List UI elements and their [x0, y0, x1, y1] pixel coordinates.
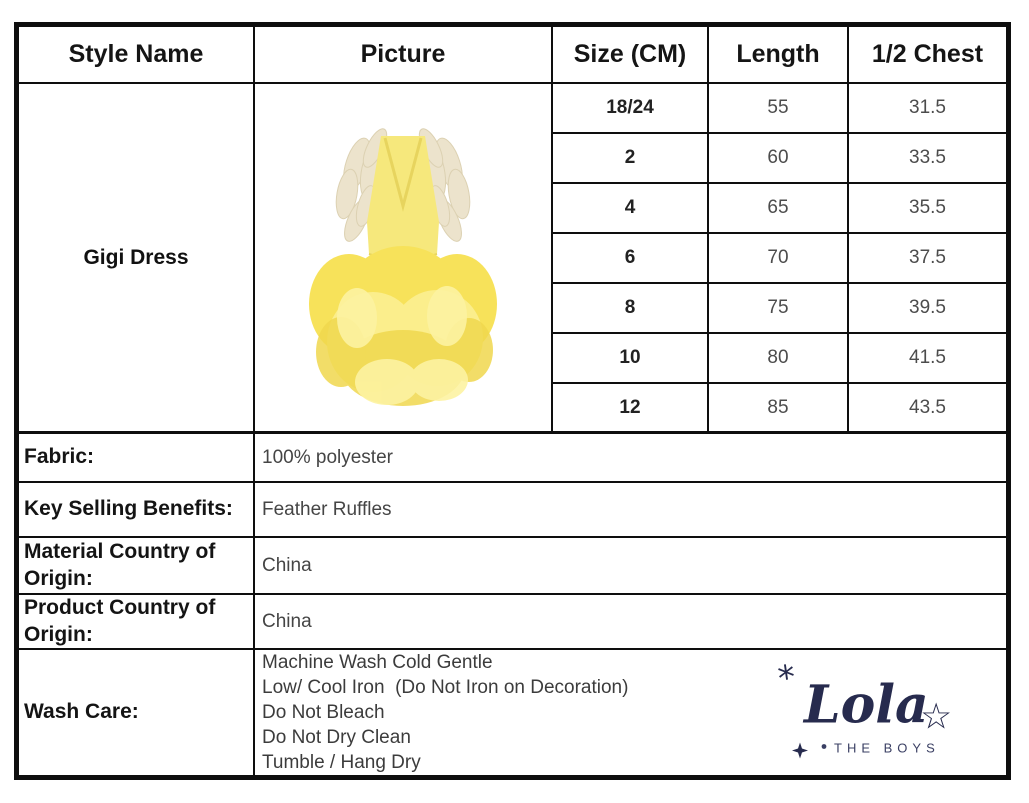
detail-label-fabric: Fabric: — [19, 434, 255, 483]
dress-image — [287, 102, 519, 414]
brand-tagline: THE BOYS — [834, 740, 940, 755]
spec-sheet-table — [14, 22, 1011, 780]
detail-value-fabric: 100% polyester — [255, 434, 1006, 483]
size-cell: 10 — [553, 334, 709, 384]
outline-star-icon: ☆ — [920, 696, 953, 737]
wash-care-line: Do Not Dry Clean — [262, 727, 411, 748]
size-cell: 2 — [553, 134, 709, 184]
col-header-size: Size (CM) — [553, 27, 709, 84]
brand-wordmark: Lola — [804, 674, 929, 735]
size-cell: 8 — [553, 284, 709, 334]
col-header-half-chest: 1/2 Chest — [849, 27, 1006, 84]
tagline-dot — [822, 744, 827, 749]
chest-cell: 43.5 — [849, 384, 1006, 434]
chest-cell: 41.5 — [849, 334, 1006, 384]
length-cell: 85 — [709, 384, 849, 434]
wash-care-cell — [255, 650, 1006, 775]
size-cell: 12 — [553, 384, 709, 434]
col-header-picture: Picture — [255, 27, 553, 84]
product-picture-cell — [255, 84, 553, 434]
wash-care-line: Do Not Bleach — [262, 702, 385, 723]
wash-care-line: Machine Wash Cold Gentle — [262, 652, 493, 673]
detail-value-material-origin: China — [255, 538, 1006, 595]
detail-label-product-origin: Product Country of Origin: — [19, 595, 255, 650]
brand-logo — [762, 656, 972, 769]
length-cell: 65 — [709, 184, 849, 234]
detail-label-key-selling-benefits: Key Selling Benefits: — [19, 483, 255, 538]
length-cell: 75 — [709, 284, 849, 334]
length-cell: 80 — [709, 334, 849, 384]
col-header-style-name: Style Name — [19, 27, 255, 84]
col-header-length: Length — [709, 27, 849, 84]
size-cell: 18/24 — [553, 84, 709, 134]
chest-cell: 37.5 — [849, 234, 1006, 284]
sparkle-asterisk-icon: * — [775, 656, 799, 699]
chest-cell: 31.5 — [849, 84, 1006, 134]
wash-care-line: Low/ Cool Iron (Do Not Iron on Decoration) — [262, 677, 629, 698]
wash-care-line: Tumble / Hang Dry — [262, 752, 421, 773]
chest-cell: 35.5 — [849, 184, 1006, 234]
wash-care-label: Wash Care: — [19, 650, 255, 775]
length-cell: 55 — [709, 84, 849, 134]
chest-cell: 39.5 — [849, 284, 1006, 334]
length-cell: 60 — [709, 134, 849, 184]
style-name-value: Gigi Dress — [19, 84, 255, 434]
length-cell: 70 — [709, 234, 849, 284]
detail-value-key-selling-benefits: Feather Ruffles — [255, 483, 1006, 538]
detail-label-material-origin: Material Country of Origin: — [19, 538, 255, 595]
size-cell: 4 — [553, 184, 709, 234]
chest-cell: 33.5 — [849, 134, 1006, 184]
small-star-icon — [792, 742, 808, 758]
detail-value-product-origin: China — [255, 595, 1006, 650]
size-cell: 6 — [553, 234, 709, 284]
